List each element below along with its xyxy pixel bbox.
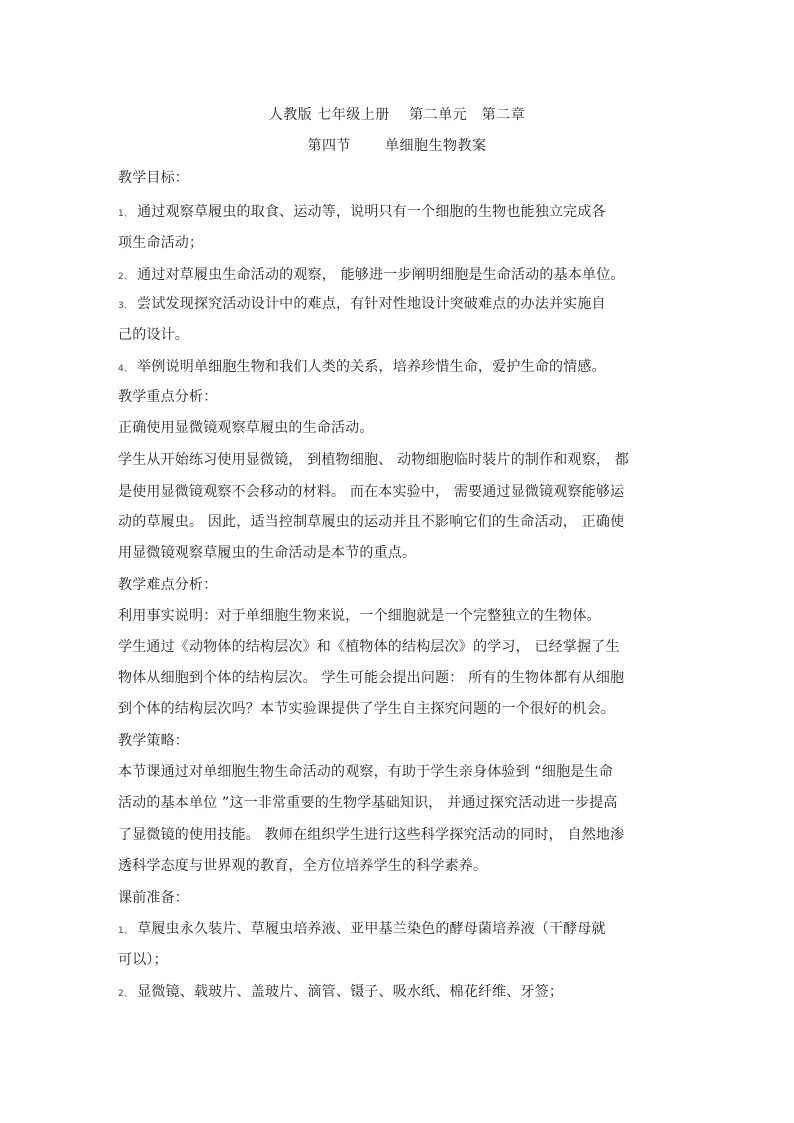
strategy-line: 活动的基本单位 ”这一非常重要的生物学基础知识， 并通过探究活动进一步提高 [118,795,618,811]
key-point-line: 用显微镜观察草履虫的生命活动是本节的重点。 [118,545,417,561]
goal-item-2 [118,264,678,284]
strategy-heading: 教学策略： [118,733,189,749]
difficulty-heading: 教学难点分析： [118,577,218,593]
key-point-line: 学生从开始练习使用显微镜， 到植物细胞、 动物细胞临时装片的制作和观察， 都 [118,452,629,468]
difficulty-line: 学生通过《动物体的结构层次》和《植物体的结构层次》的学习， 已经掌握了生 [118,639,620,655]
goal-number: 3、 [118,301,134,311]
difficulty-line: 物体从细胞到个体的结构层次。 学生可能会提出问题： 所有的生物体都有从细胞 [118,670,625,686]
difficulty-line: 利用事实说明：对于单细胞生物来说，一个细胞就是一个完整独立的生物体。 [118,608,601,624]
prep-item-2 [118,981,678,1001]
prep-text: 显微镜、载玻片、盖玻片、滴管、镊子、吸水纸、棉花纤维、牙签； [137,984,564,1000]
prep-text: 草履虫永久装片、草履虫培养液、亚甲基兰染色的酵母菌培养液（干酵母就 [137,921,606,937]
doc-title-line1: 人教版 七年级上册 第二单元 第二章 [268,107,526,123]
goal-item-3 [118,293,678,313]
prep-number: 2、 [118,989,134,999]
goal-item-1-cont: 项生命活动； [118,235,204,251]
goal-number: 4、 [118,364,134,374]
goal-text: 举例说明单细胞生物和我们人类的关系，培养珍惜生命，爱护生命的情感。 [137,359,606,375]
goal-number: 1、 [118,209,134,219]
goal-item-4 [118,356,678,376]
goal-text: 通过对草履虫生命活动的观察， 能够进一步阐明细胞是生命活动的基本单位。 [137,267,625,283]
prep-item-1 [118,918,678,938]
key-point-line: 动的草履虫。 因此，适当控制草履虫的运动并且不影响它们的生命活动， 正确使 [118,514,625,530]
prep-number: 1、 [118,926,134,936]
strategy-line: 透科学态度与世界观的教育，全方位培养学生的科学素养。 [118,858,488,874]
goal-text: 通过观察草履虫的取食、运动等，说明只有一个细胞的生物也能独立完成各 [137,204,606,220]
prep-item-1-cont: 可以）； [118,952,168,968]
doc-title-line2: 第四节 单细胞生物教案 [307,138,487,154]
goal-item-3-cont: 己的设计。 [118,327,189,343]
goal-item-1 [118,201,678,221]
difficulty-line: 到个体的结构层次吗？本节实验课提供了学生自主探究问题的一个很好的机会。 [118,701,615,717]
preparation-heading: 课前准备： [118,890,189,906]
goal-text: 尝试发现探究活动设计中的难点，有针对性地设计突破难点的办法并实施自 [137,296,606,312]
goals-heading: 教学目标： [118,170,189,186]
strategy-line: 本节课通过对单细胞生物生命活动的观察，有助于学生亲身体验到 “细胞是生命 [118,764,613,780]
key-point-line: 正确使用显微镜观察草履虫的生命活动。 [118,420,374,436]
goal-number: 2、 [118,272,134,282]
strategy-line: 了显微镜的使用技能。 教师在组织学生进行这些科学探究活动的同时， 自然地渗 [118,827,625,843]
key-point-line: 是使用显微镜观察不会移动的材料。 而在本实验中， 需要通过显微镜观察能够运 [118,484,625,500]
key-points-heading: 教学重点分析： [118,389,218,405]
